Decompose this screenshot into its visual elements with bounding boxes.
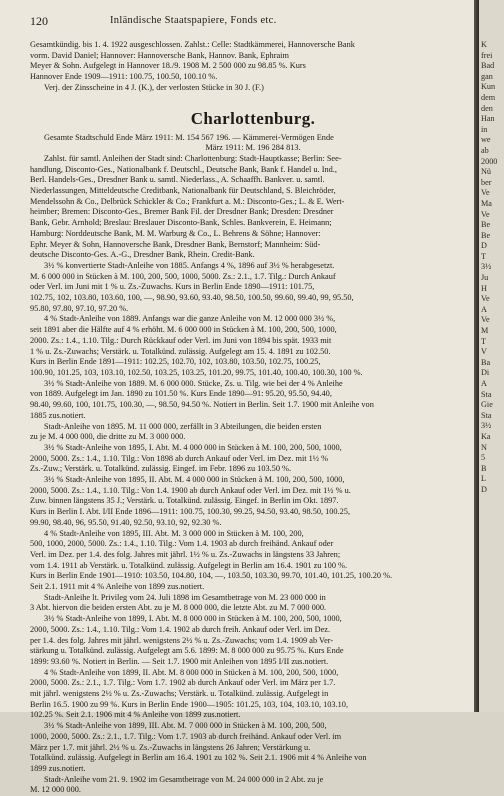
text-line: Totalkünd. zulässig. Aufgelegt in Berlin am 16.4. 1901 zu 102 %. Seit 2.1. 1906 mit 4 % Anleihe von bbox=[30, 753, 367, 763]
text-line: mit jährl. wenigstens 2½ % u. Zs.-Zuwachs; Verstärk. u. Totalkünd. zulässig. Aufgelegt in bbox=[30, 689, 329, 699]
adjacent-page-line: Han bbox=[481, 114, 495, 124]
adjacent-page-line: ab bbox=[481, 145, 489, 155]
text-line: Stadt-Anleihe vom 21. 9. 1902 im Gesamtbetrage von M. 24 000 000 in 2 Abt. zu je bbox=[44, 774, 324, 784]
text-line: M. 6 000 000 in Stücken à M. 100, 200, 500, 1000, 5000. Zs.: 2.1., 1.7. Tilg.: Durch Ankauf bbox=[30, 271, 336, 281]
adjacent-page-line: A bbox=[481, 379, 487, 388]
adjacent-page-line: Sta bbox=[481, 410, 492, 420]
text-line: Stadt-Anleihe lt. Privileg vom 24. Juli 1898 im Gesamtbetrage von M. 23 000 000 in bbox=[44, 592, 326, 602]
text-line: 2000. Zs.: 1.4., 1.10. Tilg.: Durch Rückkauf oder Verl. im Juni von 1894 bis spät. 1933 mit bbox=[30, 335, 332, 345]
adjacent-page-line: A bbox=[481, 304, 487, 314]
text-line: 99.90, 98.40, 96, 95.50, 91.40, 92.50, 93.10, 92, 92.30 %. bbox=[30, 517, 222, 527]
adjacent-page-line: V bbox=[481, 347, 487, 357]
text-line: M. 12 000 000. bbox=[30, 785, 81, 795]
text-line: 500, 1000, 2000, 5000. Zs.: 1.4., 1.10. Tilg.: Vom 1.4. 1903 ab durch freihänd. Ankauf oder bbox=[30, 539, 334, 549]
adjacent-page-line: 3½ bbox=[481, 262, 492, 272]
text-line: von 1889. Aufgelegt im Jan. 1890 zu 101.50 %. Kurs Ende 1890—91: 95.20, 95.50, 94.40, bbox=[30, 389, 332, 399]
intro-block bbox=[30, 40, 476, 94]
adjacent-page-line: T bbox=[481, 251, 487, 261]
adjacent-page-line: Kun bbox=[481, 82, 496, 92]
text-line: oder Verl. im Juni mit 1 % u. Zs.-Zuwachs. Kurs in Berlin Ende 1890—1911: 101.75, bbox=[30, 282, 315, 292]
section-text bbox=[30, 133, 476, 796]
text-line: Zahlst. für samtl. Anleihen der Stadt sind: Charlottenburg: Stadt-Hauptkasse; Berlin: See- bbox=[44, 153, 342, 163]
text-line: vorm. David Daniel; Hannover: Hannoversche Bank, Hannov. Bank, Ephraim bbox=[30, 50, 289, 60]
text-line: 100.90, 101.25, 103, 103.10, 102.50, 103.25, 103.25, 101.20, 99.75, 101.40, 100.40, 100.30, 100 %. bbox=[30, 367, 363, 377]
adjacent-page-line: gan bbox=[481, 71, 493, 81]
text-line: Zs.-Zuw.; Verstärk. u. Totalkünd. zulässig. Eingef. im Febr. 1896 zu 103.50 %. bbox=[30, 464, 292, 474]
text-line: 4 % Stadt-Anleihe von 1895, III. Abt. M. 3 000 000 in Stücken à M. 100, 200, bbox=[44, 528, 304, 538]
text-line: 1885 zus.notiert. bbox=[30, 410, 86, 420]
adjacent-page-line: Ju bbox=[481, 273, 489, 283]
adjacent-page-edge bbox=[479, 0, 504, 712]
adjacent-page-text bbox=[479, 40, 504, 496]
text-line: Hannover Ende 1909—1911: 100.75, 100.50, 100.10 %. bbox=[30, 72, 218, 82]
text-line: Gesamtkündig. bis 1. 4. 1922 ausgeschlossen. Zahlst.: Celle: Stadtkämmerei, Hannoversche Bank bbox=[30, 40, 355, 49]
text-line: 3 Abt. hiervon die beiden ersten Abt. zu je M. 8 000 000, die letzte Abt. zu M. 7 000 000. bbox=[30, 603, 327, 613]
text-line: 98.40, 99.60, 100, 101.75, 100.30, —, 98.50, 94.50 %. Notiert in Berlin. Seit 1.7. 1900 mit Anleihe von bbox=[30, 400, 374, 410]
adjacent-page-line: Be bbox=[481, 220, 491, 230]
adjacent-page-line: Ma bbox=[481, 198, 492, 208]
text-line: 3½ % Stadt-Anleihe von 1895, II. Abt. M. 4 000 000 in Stücken à M. 100, 200, 500, 1000, bbox=[44, 475, 345, 485]
text-line: 3½ % Stadt-Anleihe von 1889. M. 6 000 000. Stücke, Zs. u. Tilg. wie bei der 4 % Anleihe bbox=[44, 378, 343, 388]
text-line: Seit 2.1. 1911 mit 4 % Anleihe von 1899 zus.notiert. bbox=[30, 582, 205, 592]
text-line: Verl. im Dez. per 1.4. des folg. Jahres mit jährl. 1½ % u. Zs.-Zuwachs in längstens 33 Jahren; bbox=[30, 549, 341, 559]
adjacent-page-line: B bbox=[481, 463, 487, 473]
text-line: heimber; Bremen: Disconto-Ges., Bremer Bank Fil. der Dresdner Bank; Dresden: Dresdner bbox=[30, 207, 334, 217]
text-line: Berl. Handels-Ges., Dresdner Bank u. samtl. Niederlass., A. Schaaffh. Bankver. u. samtl. bbox=[30, 175, 325, 185]
adjacent-page-line: Ve bbox=[481, 294, 490, 304]
text-line: Ephr. Meyer & Sohn, Hannoversche Bank, Dresdner Bank, Bernstorf; Mannheim: Süd- bbox=[30, 239, 321, 249]
text-line: März per 1.7. mit jährl. 2½ % u. Zs.-Zuwachs in längstens 26 Jahren; Verstärkung u. bbox=[30, 742, 311, 752]
text-line: Kurs in Berlin Ende 1891—1911: 102.25, 102.70, 102, 103.80, 103.50, 102.75, 100.25, bbox=[30, 357, 321, 367]
section-title: Charlottenburg. bbox=[190, 108, 316, 128]
text-line: zu je M. 4 000 000, die dritte zu M. 3 000 000. bbox=[30, 432, 186, 442]
text-line: per 1.4. des folg. Jahres mit jährl. wenigstens 2½ % u. Zs.-Zuwachs; vom 1.4. 1909 ab Ver- bbox=[30, 635, 334, 645]
text-line: Bank, Gebr. Arnhold; Breslau: Breslauer Disconto-Bank, Schles. Bankverein, E. Heimann; bbox=[30, 218, 332, 228]
text-line: vom 1.4. 1911 ab Verstärk. u. Totalkünd. zulässig. Aufgelegt in Berlin am 16.4. 1901 zu 100 %. bbox=[30, 560, 348, 570]
adjacent-page-line: Ka bbox=[481, 431, 491, 441]
text-line: 3½ % Stadt-Anleihe von 1895, I. Abt. M. 4 000 000 in Stücken à M. 100, 200, 500, 1000, bbox=[44, 442, 342, 452]
text-line: Berlin 16.5. 1900 zu 99 %. Kurs in Berlin Ende 1900—1905: 101.25, 103, 104, 103.10, 103.10, bbox=[30, 699, 349, 709]
text-line: März 1911: M. 196 284 813. bbox=[205, 143, 301, 153]
text-line: Stadt-Anleihe von 1895. M. 11 000 000, zerfällt in 3 Abteilungen, die beiden ersten bbox=[44, 421, 322, 431]
text-line: 3½ % konvertierte Stadt-Anleihe von 1885. Anfangs 4 %, 1896 auf 3½ % herabgesetzt. bbox=[44, 260, 335, 270]
text-line: Meyer & Sohn. Aufgelegt in Hannover 18./9. 1908 M. 2 500 000 zu 98.85 %. Kurs bbox=[30, 61, 306, 71]
adjacent-page-line: 3½ bbox=[481, 421, 492, 431]
adjacent-page-line: frei bbox=[481, 50, 493, 60]
adjacent-page-line: M bbox=[481, 326, 489, 336]
text-line: 2000, 5000. Zs.: 1.4., 1.10. Tilg.: Von 1898 ab durch Ankauf oder Verl. im Dez. mit 1½ % bbox=[30, 453, 328, 463]
adjacent-page-line: Ve bbox=[481, 315, 490, 325]
adjacent-page-line: T bbox=[481, 336, 487, 346]
text-line: 3½ % Stadt-Anleihe von 1899, III. Abt. M. 7 000 000 in Stücken à M. 100, 200, 500, bbox=[44, 721, 327, 731]
text-line: Kurs in Berlin Ende 1901—1910: 103.50, 104.80, 104, —, 103.50, 103.30, 99.70, 101.40, 101.25, 100.20 %. bbox=[30, 571, 393, 581]
text-line: 3½ % Stadt-Anleihe von 1899, I. Abt. M. 8 000 000 in Stücken à M. 100, 200, 500, 1000, bbox=[44, 614, 342, 624]
text-line: Gesamte Stadtschuld Ende März 1911: M. 154 567 196. — Kämmerei-Vermögen Ende bbox=[44, 132, 334, 142]
text-line: 2000, 5000. Zs.: 1.4., 1.10. Tilg.: Vom 1.4. 1902 ab durch freih. Ankauf oder Verl. im Dez. bbox=[30, 624, 331, 634]
text-line: 4 % Stadt-Anleihe von 1899, II. Abt. M. 8 000 000 in Stücken à M. 100, 200, 500, 1000, bbox=[44, 667, 339, 677]
text-line: 2000, 5000. Zs.: 2.1., 1.7. Tilg.: Vom 1.7. 1902 ab durch Ankauf oder Verl. im März per 1.7. bbox=[30, 678, 336, 688]
adjacent-page-line: Nü bbox=[481, 167, 492, 177]
adjacent-page-line: Be bbox=[481, 230, 491, 240]
text-line: Zuw. binnen längstens 35 J.; Verstärk. u. Totalkünd. zulässig. Eingef. in Berlin im Okt. 1897. bbox=[30, 496, 339, 506]
text-line: 102.75, 102, 103.80, 103.60, 100, —, 98.90, 93.60, 93.40, 98.50, 100.50, 99.60, 99.40, 99, 95.50, bbox=[30, 293, 354, 303]
page-header bbox=[30, 14, 470, 28]
adjacent-page-line: N bbox=[481, 442, 487, 452]
adjacent-page-line: Ve bbox=[481, 209, 490, 219]
adjacent-page-line: Sta bbox=[481, 389, 492, 399]
adjacent-page-line: Bad bbox=[481, 61, 495, 71]
adjacent-page-line: 2000 bbox=[481, 156, 498, 166]
text-line: Mendelssohn & Co., Delbrück Schickler & Co.; Frankfurt a. M.: Disconto-Ges.; L. & E. Wert- bbox=[30, 196, 345, 206]
adjacent-page-line: dem bbox=[481, 92, 496, 102]
text-line: 4 % Stadt-Anleihe von 1889. Anfangs war die ganze Anleihe von M. 12 000 000 3½ %, bbox=[44, 314, 336, 324]
adjacent-page-line: K bbox=[481, 40, 487, 49]
text-line: stärkung u. Totalkünd. zulässig. Aufgelegt am 5.6. 1899: M. 8 000 000 zu 95.75 %. Kurs Ende bbox=[30, 646, 344, 656]
adjacent-page-line: Gie bbox=[481, 400, 493, 410]
adjacent-page-line: 5 bbox=[481, 453, 486, 463]
text-line: Niederlassungen, Mitteldeutsche Creditbank, Nationalbank für Deutschland, S. Bleichröder, bbox=[30, 186, 336, 196]
text-line: Kurs in Berlin I. Abt. I/II Ende 1896—1911: 100.75, 100.30, 99.25, 94.50, 93.40, 98.50, 100.25, bbox=[30, 507, 351, 517]
adjacent-page-line: D bbox=[481, 484, 487, 494]
text-line: 1 % u. Zs.-Zuwachs; Verstärk. u. Totalkünd. zulässig. Aufgelegt am 15. 4. 1891 zu 102.50. bbox=[30, 346, 331, 356]
text-line: Verj. der Zinsscheine in 4 J. (K.), der verlosten Stücke in 30 J. (F.) bbox=[44, 82, 264, 92]
text-line: 1899 zus.notiert. bbox=[30, 764, 86, 773]
running-title: Inländische Staatspapiere, Fonds etc. bbox=[110, 15, 277, 26]
adjacent-page-line: L bbox=[481, 474, 487, 484]
text-line: deutsche Disconto-Ges. A.-G., Dresdner Bank, Rhein. Credit-Bank. bbox=[30, 250, 255, 260]
text-line: handlung, Disconto-Ges., Nationalbank f. Deutschl., Deutsche Bank, Bank f. Handel u. Ind., bbox=[30, 164, 337, 174]
adjacent-page-line: Di bbox=[481, 368, 490, 378]
adjacent-page-line: in bbox=[481, 124, 488, 134]
text-line: 95.80, 97.80, 97.10, 97.20 %. bbox=[30, 303, 129, 313]
adjacent-page-line: den bbox=[481, 103, 493, 113]
adjacent-page-line: we bbox=[481, 135, 491, 145]
text-line: 1000, 2000, 5000. Zs.: 2.1., 1.7. Tilg.: Vom 1.7. 1903 ab durch freihänd. Ankauf oder Verl. im bbox=[30, 731, 342, 741]
page-number: 120 bbox=[30, 14, 48, 28]
adjacent-page-line: Ve bbox=[481, 188, 490, 198]
text-line: Hamburg: Norddeutsche Bank, M. M. Warburg & Co., L. Behrens & Söhne; Hannover: bbox=[30, 228, 321, 238]
adjacent-page-line: D bbox=[481, 241, 487, 251]
text-line: seit 1891 aber die Hälfte auf 4 % erhöht. M. 6 000 000 in Stücken à M. 100, 200, 500, 1000, bbox=[30, 325, 337, 335]
text-line: 2000, 5000. Zs.: 1.4., 1.10. Tilg.: Von 1.4. 1900 ab durch Ankauf oder Verl. im Dez. mit 1½ % u. bbox=[30, 485, 351, 495]
adjacent-page-line: Ba bbox=[481, 357, 491, 367]
page-body bbox=[30, 40, 476, 796]
adjacent-page-line: H bbox=[481, 283, 487, 293]
adjacent-page-line: ber bbox=[481, 177, 492, 187]
text-line: 1899: 93.60 %. Notiert in Berlin. — Seit 1.7. 1900 mit Anleihen von 1895 I/II zus.notiert. bbox=[30, 656, 329, 666]
text-line: 102.25 %. Seit 2.1. 1906 mit 4 % Anleihe von 1899 zus.notiert. bbox=[30, 710, 241, 720]
